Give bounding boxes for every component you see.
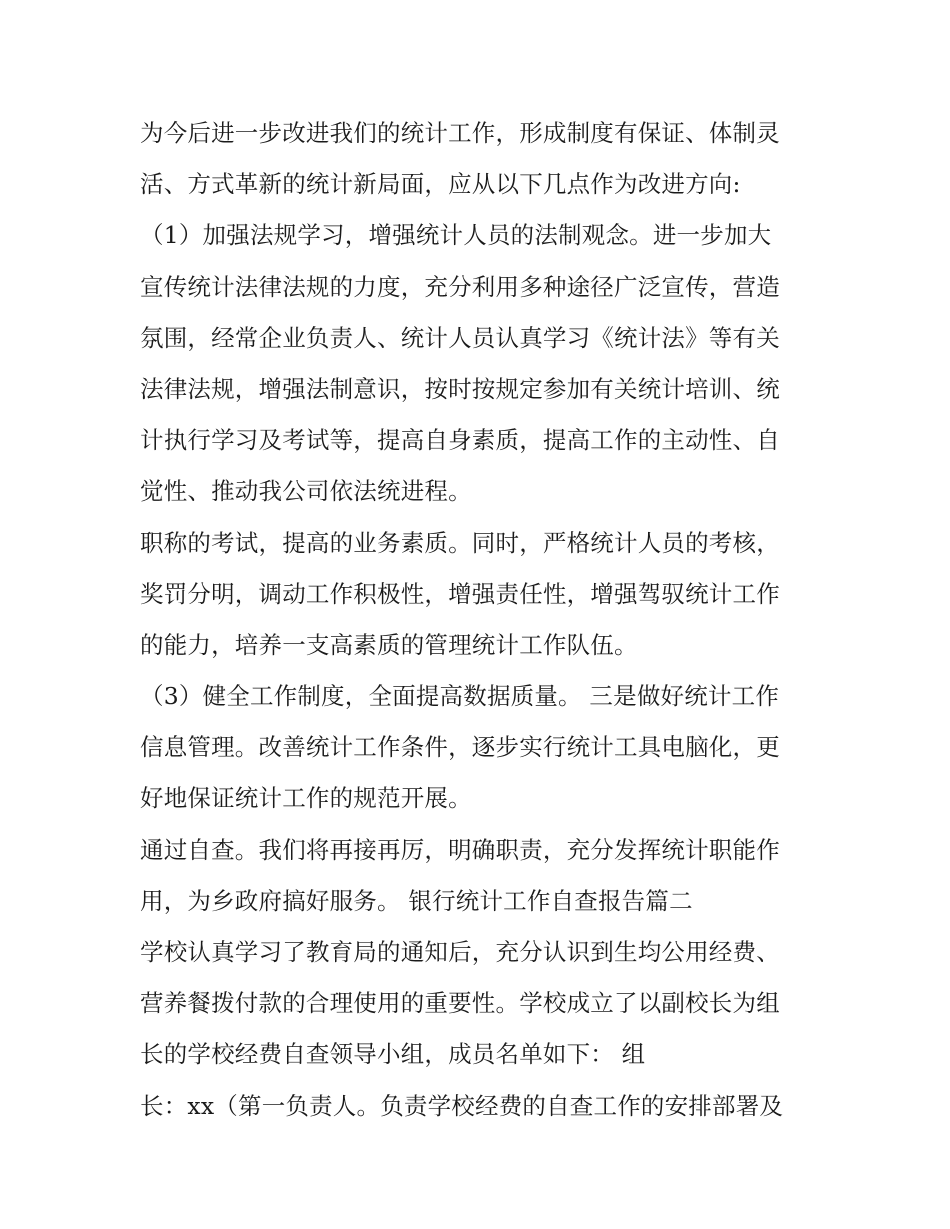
text-line: 长的学校经费自查领导小组，成员名单如下： 组 [140,1040,646,1069]
document-body [140,108,820,1132]
text-line: 学校认真学习了教育局的通知后，充分认识到生均公用经费、 [140,938,780,966]
text-line: 觉性、推动我公司依法统进程。 [140,477,472,506]
text-line: （3）健全工作制度，全面提高数据质量。 三是做好统计工作 [140,682,780,711]
text-line: 职称的考试，提高的业务素质。同时，严格统计人员的考核， [140,528,780,557]
text-line: 法律法规，增强法制意识，按时按规定参加有关统计培训、统 [140,374,780,403]
text-line: 用，为乡政府搞好服务。 银行统计工作自查报告篇二 [140,886,693,915]
text-line: 宣传统计法律法规的力度，充分利用多种途径广泛宣传，营造 [140,272,780,301]
text-line: 氛围，经常企业负责人、统计人员认真学习《统计法》等有关 [140,323,780,352]
text-line: 信息管理。改善统计工作条件，逐步实行统计工具电脑化，更 [140,733,780,762]
text-line: 长：xx（第一负责人。负责学校经费的自查工作的安排部署及 [140,1091,784,1120]
text-line: 的能力，培养一支高素质的管理统计工作队伍。 [140,630,638,659]
text-line: 好地保证统计工作的规范开展。 [140,784,472,813]
text-line: 活、方式革新的统计新局面，应从以下几点作为改进方向: [140,170,741,199]
text-line: 营养餐拨付款的合理使用的重要性。学校成立了以副校长为组 [140,989,780,1018]
text-line: 为今后进一步改进我们的统计工作，形成制度有保证、体制灵 [140,119,780,147]
text-line: 奖罚分明，调动工作积极性，增强责任性，增强驾驭统计工作 [140,579,780,608]
text-line: 计执行学习及考试等，提高自身素质，提高工作的主动性、自 [140,426,780,455]
text-line: 通过自查。我们将再接再厉，明确职责，充分发挥统计职能作 [140,835,780,864]
text-line: （1）加强法规学习，增强统计人员的法制观念。进一步加大 [140,221,772,250]
